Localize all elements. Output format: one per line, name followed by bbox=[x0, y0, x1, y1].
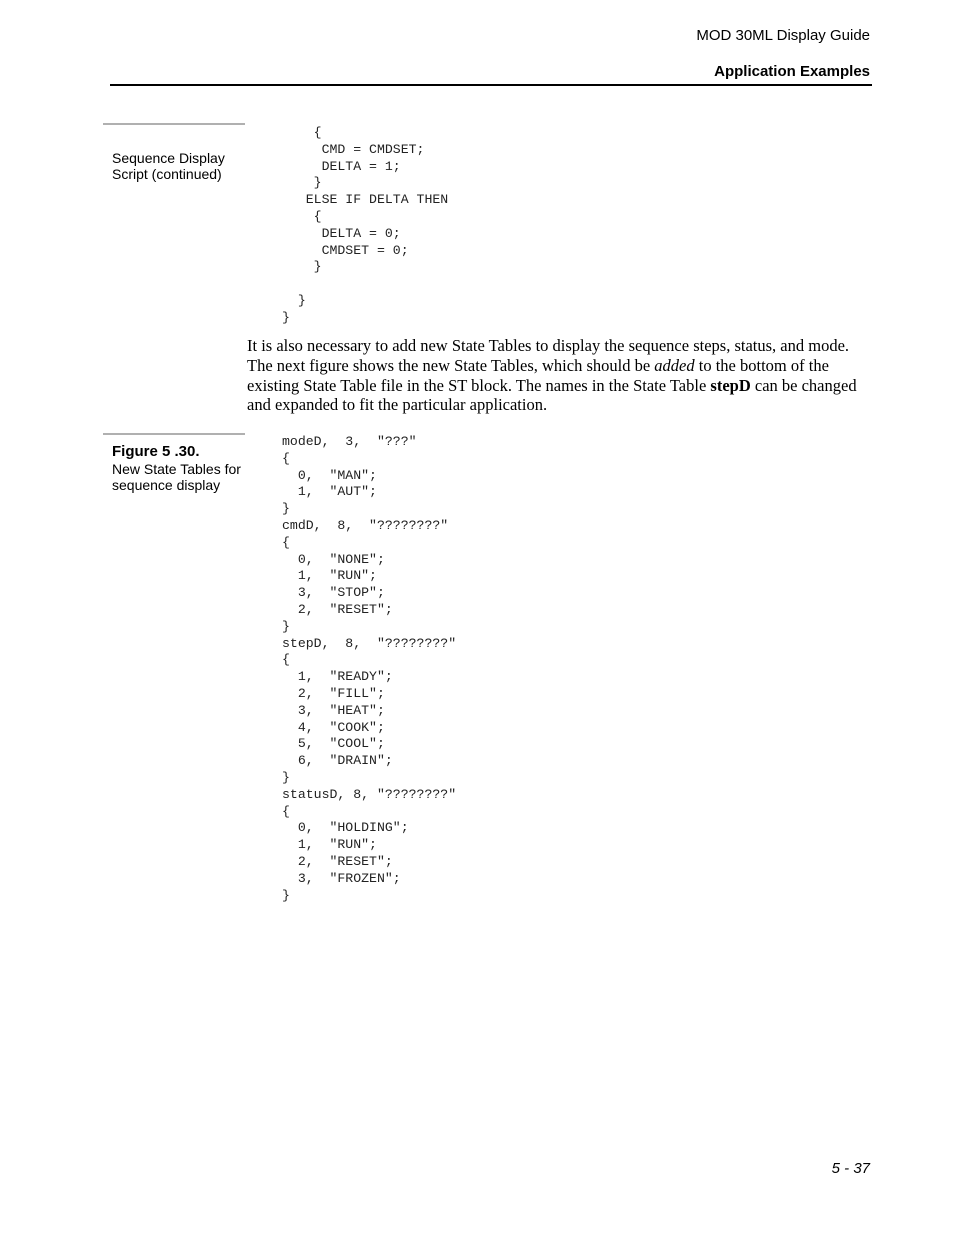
paragraph-text-3: can be changed and expanded to fit the particular application. bbox=[247, 375, 857, 415]
paragraph-text-2: to the bottom of the existing State Table file in the ST block. The names in the State Table bbox=[247, 355, 829, 395]
sidebar-divider-2 bbox=[103, 433, 245, 435]
sidebar-label-script: Sequence Display Script (continued) bbox=[112, 150, 225, 182]
paragraph-emphasis: added bbox=[654, 355, 695, 375]
code-block-script: { CMD = CMDSET; DELTA = 1; } ELSE IF DELTA THEN { DELTA = 0; CMDSET = 0; } } } bbox=[282, 125, 449, 325]
header-divider bbox=[110, 84, 872, 86]
body-paragraph bbox=[247, 336, 872, 415]
code-block-state-tables: modeD, 3, "???" { 0, "MAN"; 1, "AUT"; } cmdD, 8, "????????" { 0, "NONE"; 1, "RUN"; 3, "STOP"; 2, "RESET"; } stepD, 8, "????????" { 1, "READY"; 2, "FILL"; 3, "HEAT"; 4, "COOK"; 5, "COOL"; 6, "DRAIN"; } statusD, 8, "????????" { 0, "HOLDING"; 1, "RUN"; 2, "RESET"; 3, "FROZEN"; } bbox=[282, 434, 457, 903]
page-number: 5 - 37 bbox=[831, 1160, 870, 1177]
sidebar-divider-1 bbox=[103, 123, 245, 125]
section-title: Application Examples bbox=[714, 63, 870, 80]
figure-caption-block bbox=[112, 444, 242, 493]
paragraph-bold: stepD bbox=[710, 375, 751, 395]
document-title: MOD 30ML Display Guide bbox=[696, 27, 870, 44]
paragraph-text-1: It is also necessary to add new State Tables to display the sequence steps, status, and mode. The next figure shows the new State Tables, which should be bbox=[247, 336, 850, 375]
figure-number: Figure 5 .30. bbox=[112, 443, 200, 460]
figure-caption: New State Tables for sequence display bbox=[112, 461, 241, 493]
